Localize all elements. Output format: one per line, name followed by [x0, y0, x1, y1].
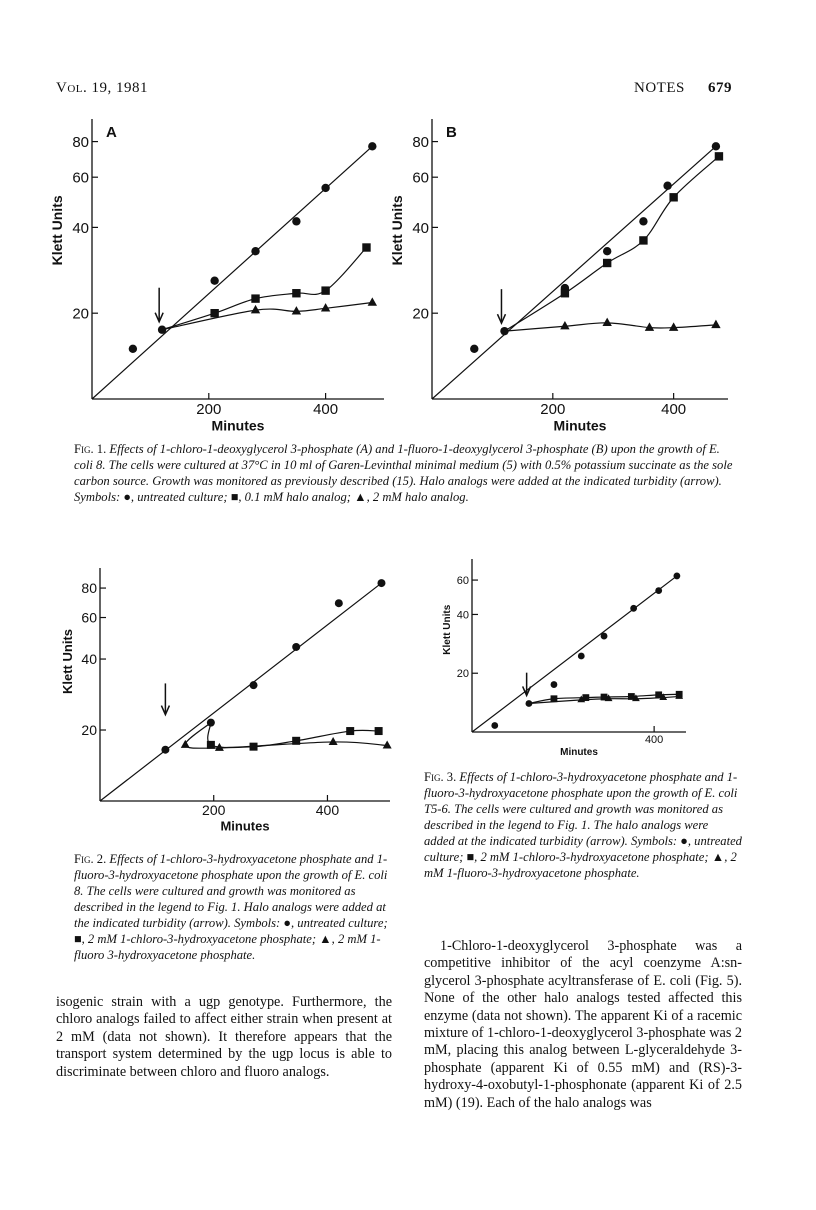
x-tick-label: 400 — [644, 734, 664, 746]
y-tick-label: 20 — [72, 305, 89, 323]
data-point-square — [551, 695, 558, 702]
data-point-triangle — [711, 320, 720, 328]
data-point-square — [375, 727, 383, 735]
data-point-circle — [712, 142, 720, 150]
y-tick-label: 40 — [456, 609, 469, 622]
data-point-circle — [578, 653, 585, 660]
running-head-section: NOTES — [634, 80, 685, 96]
y-tick-label: 60 — [456, 575, 469, 588]
figure-1-caption-text: Effects of 1-chloro-1-deoxyglycerol 3-phosphate (A) and 1-fluoro-1-deoxyglycerol 3-phosphate (B) upon the growth of E. coli 8. The cells were cultured at 37°C in 10 ml of Garen-Levinthal minimal medium (5) with 0.5% potassium succinate as the sole carbon source. Growth was monitored as previously described (15). Halo analogs were added at the indicated turbidity (arrow). Symbols: ●, untreated culture; ■, 0.1 mM halo analog; ▲, 2 mM halo analog. — [74, 442, 733, 504]
data-point-circle — [335, 599, 343, 607]
data-point-circle — [663, 182, 671, 190]
data-point-triangle — [669, 322, 678, 330]
y-axis-label: Klett Units — [389, 195, 405, 266]
y-tick-label: 80 — [72, 133, 89, 151]
y-axis-label: Klett Units — [49, 195, 65, 266]
series-curve-2 — [504, 156, 718, 331]
data-point-triangle — [383, 740, 392, 748]
data-point-circle — [470, 345, 478, 353]
y-tick-label: 20 — [81, 722, 97, 739]
figure-2-caption — [74, 851, 390, 963]
y-tick-label: 40 — [412, 219, 429, 237]
panel-label: A — [106, 124, 117, 141]
x-tick-label: 400 — [661, 401, 687, 418]
data-point-circle — [292, 217, 300, 225]
data-point-triangle — [329, 737, 338, 745]
figure-1-caption — [74, 441, 741, 505]
data-point-circle — [630, 605, 637, 612]
untreated-growth-line — [100, 583, 381, 801]
y-tick-label: 60 — [412, 169, 429, 187]
data-point-square — [251, 294, 259, 302]
data-point-square — [603, 259, 611, 267]
figure-2-caption-lead: Fig. 2. — [74, 852, 107, 866]
data-point-circle — [321, 184, 329, 192]
x-tick-label: 200 — [202, 802, 226, 818]
data-point-circle — [129, 345, 137, 353]
y-tick-label: 20 — [412, 305, 429, 323]
data-point-square — [292, 737, 300, 745]
data-point-triangle — [292, 306, 301, 314]
figure-3-caption — [424, 769, 742, 881]
data-point-triangle — [368, 297, 377, 305]
data-point-circle — [500, 327, 508, 335]
data-point-square — [346, 727, 354, 735]
data-point-circle — [377, 579, 385, 587]
running-head-volume: Vol. 19, 1981 — [56, 80, 148, 96]
page-number: 679 — [708, 80, 732, 96]
y-tick-label: 40 — [81, 651, 97, 668]
body-paragraph-right: 1-Chloro-1-deoxyglycerol 3-phosphate was a competitive inhibitor of the acyl coenzyme A:sn-glycerol 3-phosphate acyltransferase of E. coli (Fig. 5). None of the other halo analogs tested affected this enzyme (data not shown). The apparent Ki of a racemic mixture of 1-chloro-1-deoxyglycerol 3-phosphate was 2 mM, placing this analog between L-glyceraldehyde 3-phosphate (apparent Ki of 0.55 mM) and (RS)-3-hydroxy-4-oxobutyl-1-phosphonate (apparent Ki of 2.5 mM) (19). Each of the halo analogs was — [424, 938, 742, 1111]
data-point-square — [362, 243, 370, 251]
data-point-circle — [673, 573, 680, 580]
figure-3-caption-lead: Fig. 3. — [424, 770, 457, 784]
data-point-square — [210, 309, 218, 317]
figure-3-caption-text: Effects of 1-chloro-3-hydroxyacetone phosphate and 1-fluoro-3-hydroxyacetone phosphate upon the growth of E. coli T5-6. The cells were cultured and growth was monitored as described in the legend to Fig. 1. The halo analogs were added at the indicated turbidity (arrow). Symbols: ●, untreated culture; ■, 2 mM 1-chloro-3-hydroxyacetone phosphate; ▲, 2 mM 1-fluoro-3-hydroxyacetone phosphate. — [424, 770, 742, 880]
data-point-circle — [207, 719, 215, 727]
y-tick-label: 20 — [456, 668, 469, 681]
data-point-triangle — [560, 321, 569, 329]
data-point-circle — [158, 326, 166, 334]
data-point-triangle — [602, 318, 611, 326]
data-point-circle — [251, 247, 259, 255]
data-point-circle — [161, 746, 169, 754]
data-point-square — [321, 286, 329, 294]
x-tick-label: 400 — [315, 802, 340, 818]
figure-1a-chart — [49, 112, 394, 434]
x-axis-label: Minutes — [553, 417, 607, 434]
data-point-triangle — [181, 740, 190, 748]
y-tick-label: 60 — [72, 169, 89, 187]
data-point-circle — [603, 247, 611, 255]
data-point-square — [669, 193, 677, 201]
y-tick-label: 80 — [81, 580, 97, 597]
untreated-growth-line — [472, 576, 677, 732]
untreated-growth-line — [432, 146, 716, 399]
data-point-circle — [639, 217, 647, 225]
data-point-square — [207, 741, 215, 749]
y-tick-label: 40 — [72, 219, 89, 237]
y-tick-label: 60 — [81, 609, 97, 626]
x-tick-label: 400 — [313, 401, 339, 418]
x-axis-label: Minutes — [220, 818, 270, 834]
y-axis-label: Klett Units — [60, 629, 75, 694]
data-point-circle — [601, 633, 608, 640]
data-point-circle — [250, 681, 258, 689]
y-tick-label: 80 — [412, 133, 429, 151]
x-axis-label: Minutes — [211, 417, 265, 434]
series-curve-2 — [162, 248, 366, 330]
data-point-circle — [551, 681, 558, 688]
figure-2-caption-text: Effects of 1-chloro-3-hydroxyacetone phosphate and 1-fluoro-3-hydroxyacetone phosphate upon the growth of E. coli 8. The cells were cultured and growth was monitored as described in the legend to Fig. 1. Halo analogs were added at the indicated turbidity (arrow). Symbols: ●, untreated culture; ■, 2 mM 1-chloro-3-hydroxyacetone phosphate; ▲, 2 mM 1-fluoro 3-hydroxyacetone phosphate. — [74, 852, 388, 962]
data-point-square — [561, 289, 569, 297]
x-tick-label: 200 — [540, 401, 566, 418]
x-axis-label: Minutes — [560, 747, 598, 759]
data-point-square — [715, 152, 723, 160]
figure-1b-chart — [389, 112, 738, 434]
data-point-triangle — [251, 305, 260, 313]
data-point-circle — [491, 722, 498, 729]
data-point-square — [639, 236, 647, 244]
x-tick-label: 200 — [196, 401, 222, 418]
data-point-triangle — [645, 322, 654, 330]
data-point-circle — [368, 142, 376, 150]
figure-3-chart — [422, 542, 698, 764]
data-point-circle — [210, 277, 218, 285]
figure-1-caption-lead: Fig. 1. — [74, 442, 107, 456]
panel-label: B — [446, 124, 457, 141]
data-point-square — [250, 743, 258, 751]
data-point-square — [292, 289, 300, 297]
untreated-growth-line — [92, 146, 372, 399]
series-curve-3 — [185, 723, 387, 749]
data-point-circle — [655, 587, 662, 594]
y-axis-label: Klett Units — [442, 604, 453, 655]
data-point-circle — [526, 700, 533, 707]
body-paragraph-left: isogenic strain with a ugp genotype. Furthermore, the chloro analogs failed to affect either strain when present at 2 mM (data not shown). It therefore appears that the transport system determined by the ugp locus is able to discriminate between chloro and fluoro analogs. — [56, 994, 392, 1080]
data-point-circle — [292, 643, 300, 651]
figure-2-chart — [52, 548, 400, 848]
